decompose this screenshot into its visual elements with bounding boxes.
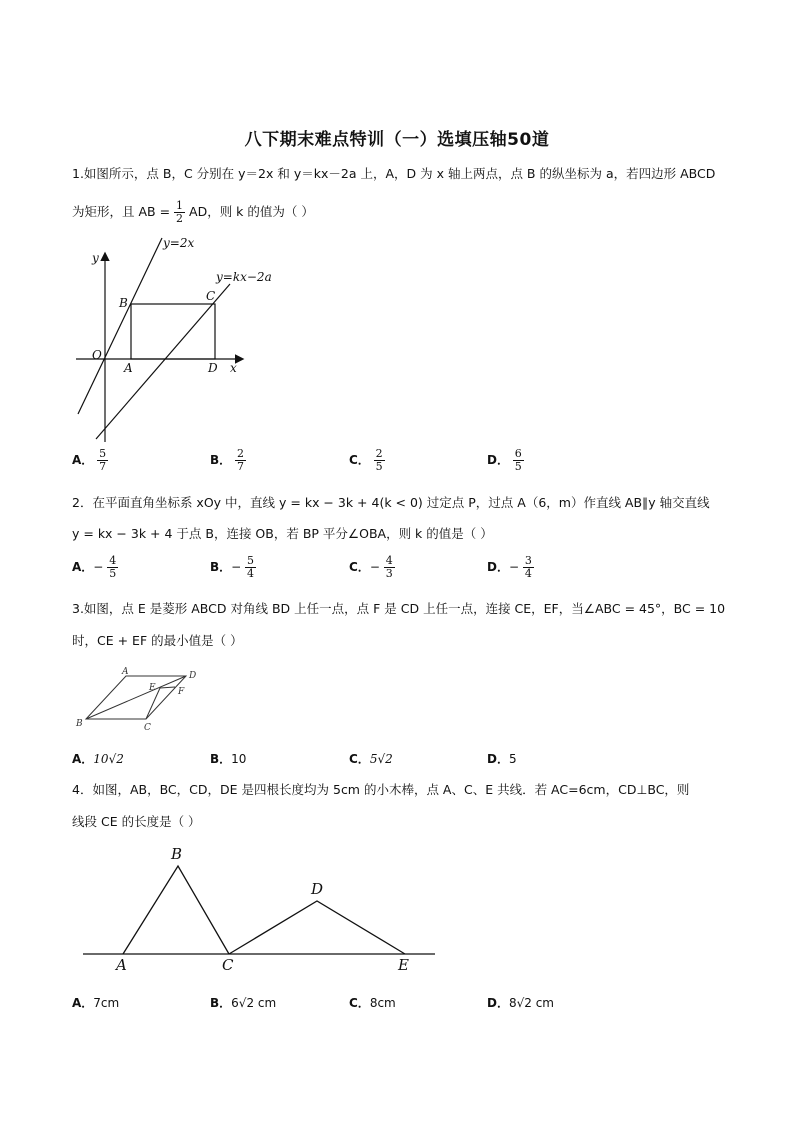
q1-option-b[interactable]: B． $\frac{2}{7}$ [210, 447, 244, 473]
q4-label-C: C [222, 956, 234, 974]
q1-frac-denominator: 2 [176, 212, 184, 225]
q1-option-a[interactable]: A． $\frac{5}{7}$ [72, 447, 107, 473]
q1-fraction [174, 200, 185, 225]
q3-text-line2: 时，CE + EF 的最小值是（ ） [72, 633, 243, 648]
q1-figure [70, 232, 290, 444]
q3-option-d[interactable]: D．5 [487, 752, 517, 766]
q3-option-b[interactable]: B．10 [210, 752, 247, 766]
q1-label-A: A [124, 361, 133, 375]
q4-label-E: E [398, 956, 409, 974]
q1-line-y2x [78, 238, 162, 414]
page-title: 八下期末难点特训（一）选填压轴50道 [244, 130, 550, 150]
q1-label-x: x [230, 361, 237, 375]
q4-label-A: A [116, 956, 127, 974]
q1-label-line1: y=2x [163, 236, 195, 250]
q3-option-a[interactable]: A．10√2 [72, 752, 124, 766]
q4-text-line1: 4．如图，AB，BC，CD，DE 是四根长度均为 5cm 的小木棒，点 A、C、E 共线．若 AC=6cm，CD⊥BC，则 [72, 782, 690, 797]
q4-option-b[interactable]: B．6√2 cm [210, 996, 277, 1010]
q2-option-c[interactable]: C．− $\frac{4}{3}$ [349, 554, 393, 580]
q3-label-B: B [76, 719, 83, 729]
q4-text-line2: 线段 CE 的长度是（ ） [72, 814, 201, 829]
q1-label-line2: y=kx−2a [216, 270, 272, 284]
q4-triangle-abc [123, 866, 229, 954]
q3-segment-ef [160, 687, 175, 688]
q3-text-line1: 3.如图，点 E 是菱形 ABCD 对角线 BD 上任一点，点 F 是 CD 上任一点，连接 CE，EF，当∠ABC = 45°，BC = 10 [72, 601, 726, 616]
q2-option-d[interactable]: D．− $\frac{3}{4}$ [487, 554, 532, 580]
q2-option-a[interactable]: A．− $\frac{4}{5}$ [72, 554, 117, 580]
q1-label-B: B [119, 296, 128, 310]
q4-triangle-cde [229, 901, 405, 954]
q3-label-A: A [122, 667, 129, 677]
q3-label-F: F [178, 687, 185, 697]
q2-text-line1: 2．在平面直角坐标系 xOy 中，直线 y = kx − 3k + 4(k < 0) 过定点 P，过点 A（6，m）作直线 AB∥y 轴交直线 [72, 495, 710, 510]
q3-diagonal-bd [86, 676, 186, 719]
q1-text-line1: 1.如图所示，点 B，C 分别在 y＝2x 和 y＝kx－2a 上，A，D 为 x 轴上两点，点 B 的纵坐标为 a，若四边形 ABCD [72, 166, 716, 181]
q1-line2-pre: 为矩形，且 AB = [72, 204, 171, 219]
q4-figure [80, 842, 440, 977]
q1-label-y: y [92, 251, 99, 265]
q1-text-line2 [72, 200, 314, 225]
q2-option-b[interactable]: B．− $\frac{5}{4}$ [210, 554, 255, 580]
q1-label-O: O [92, 348, 102, 362]
q4-label-D: D [311, 880, 324, 898]
q1-label-C: C [206, 289, 216, 303]
q4-label-B: B [171, 845, 183, 863]
q1-option-d[interactable]: D． $\frac{6}{5}$ [487, 447, 522, 473]
q4-option-a[interactable]: A．7cm [72, 996, 120, 1010]
q4-option-c[interactable]: C．8cm [349, 996, 396, 1010]
q1-label-D: D [208, 361, 218, 375]
q3-label-C: C [144, 723, 151, 733]
q3-option-c[interactable]: C．5√2 [349, 752, 393, 766]
q3-label-D: D [189, 671, 197, 681]
q1-line2-post: AD，则 k 的值为（ ） [189, 204, 314, 219]
q1-frac-numerator: 1 [176, 199, 184, 212]
q3-figure [72, 664, 212, 734]
q4-option-d[interactable]: D．8√2 cm [487, 996, 554, 1010]
q2-text-line2: y = kx − 3k + 4 于点 B，连接 OB，若 BP 平分∠OBA，则 k 的值是（ ） [72, 526, 493, 541]
q3-label-E: E [149, 683, 156, 693]
q1-option-c[interactable]: C． $\frac{2}{5}$ [349, 447, 383, 473]
